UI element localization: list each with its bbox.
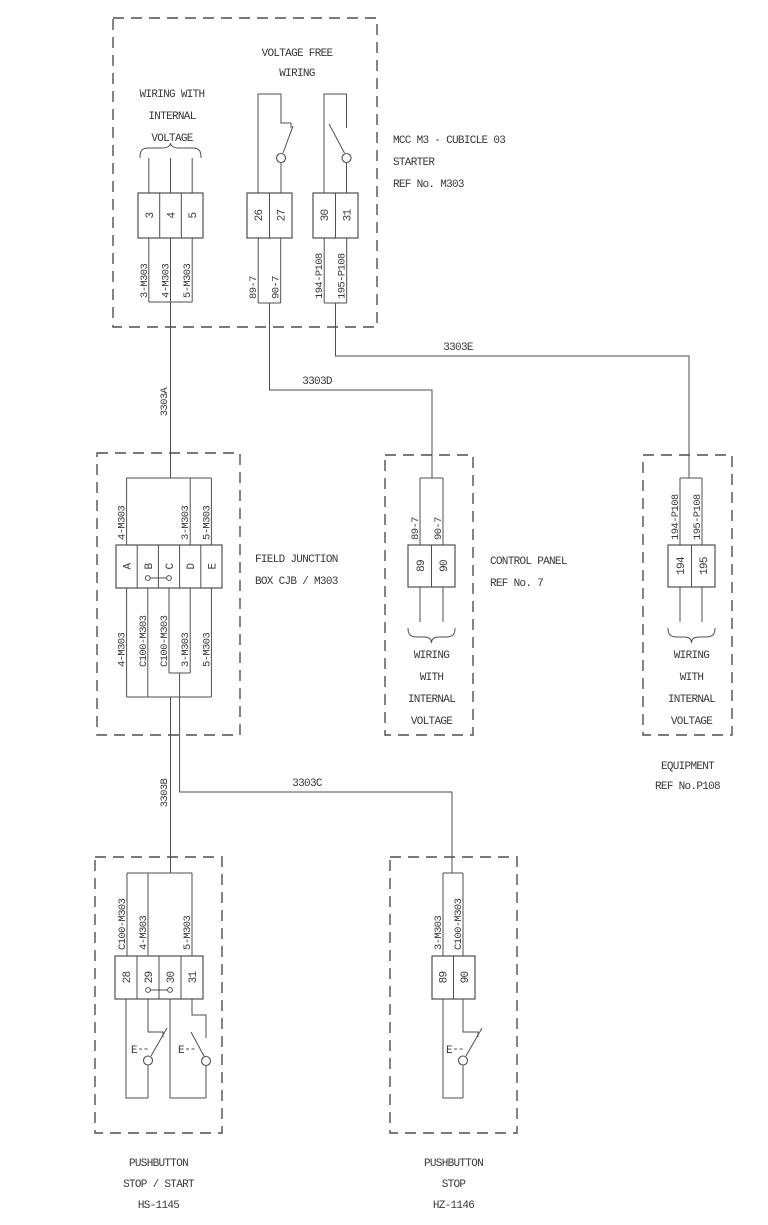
mcc-terminal-block-345 <box>138 193 203 238</box>
wire-label-5-m303: 5-M303 <box>201 632 214 667</box>
control-panel-dashed-boundary <box>385 455 473 735</box>
cjb-terminal-block <box>116 545 222 588</box>
terminal-28: 28 <box>122 971 134 984</box>
terminal-d: D <box>186 563 199 570</box>
wire-label-194-p108: 194-P108 <box>670 494 682 540</box>
cable-3303c-label: 3303C <box>292 778 322 790</box>
terminal-c: C <box>165 563 177 570</box>
hs1145-terminal-block <box>115 956 203 999</box>
terminal-27: 27 <box>276 209 289 222</box>
cjb-ref-label: BOX CJB / M303 <box>255 576 338 588</box>
cp-internal-voltage-label: INTERNAL <box>407 694 456 706</box>
mcc-ref-label: REF No. M303 <box>393 179 464 191</box>
terminal-5: 5 <box>188 212 201 219</box>
control-panel-title: CONTROL PANEL <box>490 556 567 568</box>
wire-label-3-m303: 3-M303 <box>433 915 445 950</box>
terminal-3: 3 <box>144 212 157 219</box>
jumper-terminal-icon <box>168 988 173 993</box>
cable-3303b-label: 3303B <box>159 778 171 808</box>
control-panel-ref-label: REF No. 7 <box>490 578 544 590</box>
mcc-internal-voltage-label: WIRING WITH <box>139 89 205 101</box>
mcc-section <box>113 18 505 327</box>
contact-wiring <box>258 94 293 193</box>
cjb-title: FIELD JUNCTION <box>255 554 338 566</box>
field-junction-box-section <box>97 453 338 735</box>
control-panel-underbrace <box>408 628 455 643</box>
wire-label-c100-m303: C100-M303 <box>137 615 150 667</box>
terminal-b: B <box>143 563 156 570</box>
cable-3303a-label: 3303A <box>159 387 171 417</box>
pushbutton-contact-icon <box>459 1056 468 1065</box>
cable-3303e-label: 3303E <box>443 342 473 354</box>
wire-label-195-p108: 195-P108 <box>336 253 349 299</box>
wire-label-3-m303: 3-M303 <box>180 505 193 540</box>
pushbutton-contact-icon <box>342 154 351 163</box>
wire-label-4-m303: 4-M303 <box>138 915 150 950</box>
wire-label-4-m303: 4-M303 <box>160 263 173 298</box>
hs1145-caption: PUSHBUTTON <box>128 1158 189 1170</box>
equipment-terminal-block <box>668 545 715 587</box>
wire-label-90-7: 90-7 <box>433 517 445 540</box>
terminal-29: 29 <box>144 971 156 984</box>
terminal-195: 195 <box>699 557 712 575</box>
equipment-ref-label: REF No.P108 <box>655 781 720 793</box>
mcc-internal-voltage-label: VOLTAGE <box>151 133 193 145</box>
equipment-section <box>643 455 732 793</box>
terminal-89: 89 <box>415 560 428 572</box>
pushbutton-contact-icon <box>202 1057 211 1066</box>
cjb-top-wires <box>127 478 212 545</box>
jumper-terminal-icon <box>146 988 151 993</box>
eq-internal-voltage-label: VOLTAGE <box>670 716 713 728</box>
wire-label-89-7: 89-7 <box>248 276 261 299</box>
terminal-4: 4 <box>166 212 179 219</box>
wire-label-c100-m303: C100-M303 <box>117 898 129 950</box>
equipment-caption: EQUIPMENT <box>660 761 715 773</box>
mcc-starter-label: STARTER <box>393 157 435 169</box>
wire-label-3-m303: 3-M303 <box>138 263 151 298</box>
terminal-30: 30 <box>166 971 178 984</box>
hz1146-caption: STOP <box>441 1179 466 1191</box>
actuator-label-e: E <box>446 1045 452 1057</box>
control-panel-terminal-block <box>408 545 455 587</box>
terminal-26: 26 <box>254 209 267 222</box>
actuator-label-e: E <box>178 1045 184 1057</box>
wire-label-c100-m303: C100-M303 <box>159 615 171 667</box>
hs1145-start-contact <box>170 999 211 1098</box>
eq-internal-voltage-label: INTERNAL <box>667 694 716 706</box>
pushbutton-hs1145-section <box>95 857 222 1212</box>
wire-label-5-m303: 5-M303 <box>182 263 195 298</box>
terminal-e: E <box>207 563 220 570</box>
wire-label-194-p108: 194-P108 <box>314 253 327 299</box>
wire-label-90-7: 90-7 <box>270 276 283 299</box>
eq-internal-voltage-label: WIRING <box>673 650 710 662</box>
cp-internal-voltage-label: VOLTAGE <box>410 716 453 728</box>
eq-internal-voltage-label: WITH <box>679 672 704 684</box>
terminal-31: 31 <box>188 971 200 984</box>
actuator-label-e: E <box>131 1045 137 1057</box>
equipment-dashed-boundary <box>643 455 732 735</box>
hs1145-tag-label: HS-1145 <box>137 1200 180 1212</box>
terminal-194: 194 <box>675 557 688 575</box>
mcc-voltage-free-label: VOLTAGE FREE <box>261 48 333 60</box>
jumper-terminal-icon <box>167 576 172 581</box>
hz1146-caption: PUSHBUTTON <box>423 1158 484 1170</box>
wire-label-3-m303: 3-M303 <box>180 632 193 667</box>
wire-label-195-p108: 195-P108 <box>692 494 704 540</box>
terminal-90: 90 <box>439 560 452 572</box>
cp-internal-voltage-label: WIRING <box>413 650 450 662</box>
jumper-terminal-icon <box>145 576 150 581</box>
contact-wiring <box>324 94 347 193</box>
wire-label-5-m303: 5-M303 <box>201 505 214 540</box>
hs1145-stop-contact <box>126 999 167 1098</box>
hz1146-terminal-block <box>432 956 475 999</box>
terminal-30: 30 <box>320 209 333 222</box>
cable-3303d-line <box>270 303 433 478</box>
cp-internal-voltage-label: WITH <box>419 672 444 684</box>
equipment-underbrace <box>668 628 715 643</box>
wire-label-4-m303: 4-M303 <box>116 632 129 667</box>
terminal-31: 31 <box>342 209 355 222</box>
mcc-voltage-free-label: WIRING <box>279 68 315 80</box>
terminal-a: A <box>122 563 135 570</box>
mcc-contact-26-27 <box>247 94 293 303</box>
cable-3303d-label: 3303D <box>302 376 332 388</box>
control-panel-section <box>385 455 567 735</box>
pushbutton-contact-icon <box>277 154 286 163</box>
mcc-overbrace <box>140 143 201 158</box>
wire-label-5-m303: 5-M303 <box>182 915 194 950</box>
wire-label-89-7: 89-7 <box>410 517 422 540</box>
hz1146-tag-label: HZ-1146 <box>432 1200 475 1212</box>
hz1146-stop-contact <box>443 999 482 1098</box>
pushbutton-hz1146-section <box>390 857 517 1212</box>
wire-label-4-m303: 4-M303 <box>116 505 129 540</box>
wire-label-c100-m303: C100-M303 <box>453 898 465 950</box>
terminal-89: 89 <box>438 971 451 984</box>
hs1145-caption: STOP / START <box>123 1179 194 1191</box>
mcc-internal-voltage-label: INTERNAL <box>148 111 196 123</box>
terminal-90: 90 <box>460 971 473 984</box>
mcc-title: MCC M3 - CUBICLE 03 <box>393 135 506 147</box>
pushbutton-contact-icon <box>144 1056 153 1065</box>
